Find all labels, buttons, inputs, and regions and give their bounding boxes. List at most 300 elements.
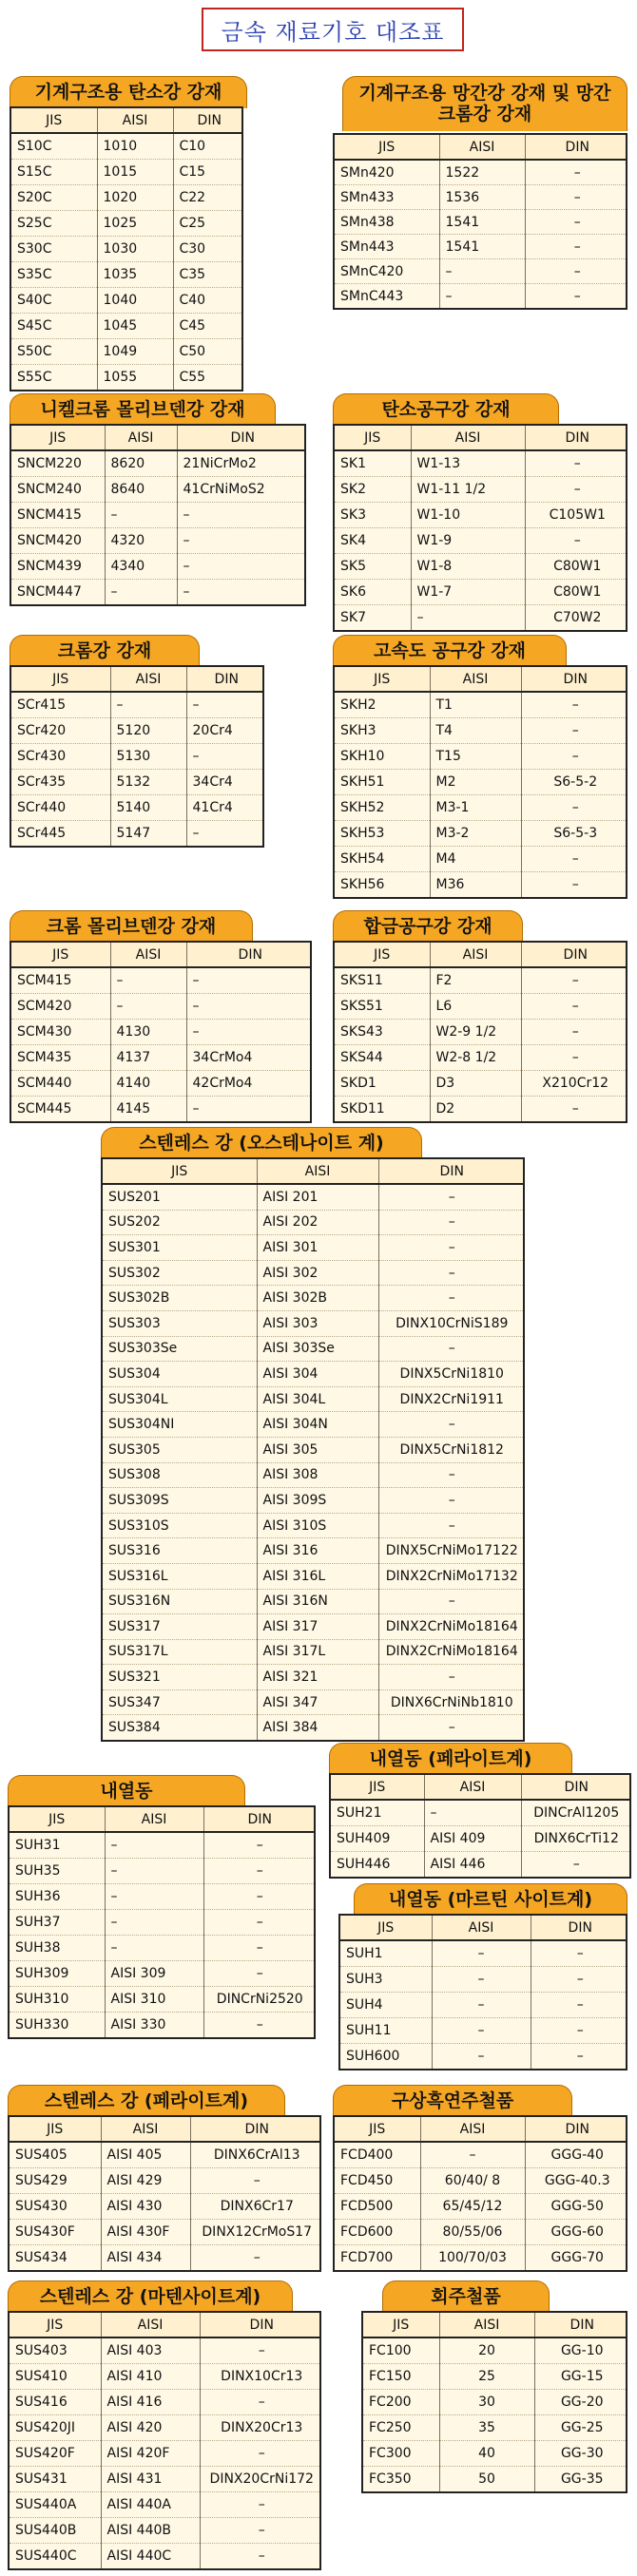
table-cell: – — [525, 235, 627, 259]
table-cell: AISI 309 — [105, 1961, 203, 1987]
table-cell: FCD400 — [335, 2142, 420, 2168]
table-cell: W1-10 — [411, 503, 525, 528]
table-cell: SUH31 — [10, 1832, 105, 1859]
column-header: DIN — [190, 2117, 321, 2142]
table-cell: 4130 — [110, 1020, 186, 1045]
table-row — [331, 1826, 631, 1852]
table-cell: SUS310S — [103, 1513, 257, 1538]
table-cell: AISI 310S — [257, 1513, 378, 1538]
table-cell: – — [105, 1832, 203, 1859]
table-cell: AISI 202 — [257, 1210, 378, 1235]
table-row — [11, 365, 243, 391]
table-cell: – — [203, 1910, 316, 1936]
table-cell: DINX10Cr13 — [200, 2364, 321, 2390]
table-row — [103, 1563, 525, 1589]
table-cell: DINX5CrNiMo17122 — [378, 1538, 525, 1564]
table-cell: – — [105, 1910, 203, 1936]
table-row — [10, 2415, 321, 2441]
column-header: JIS — [335, 426, 411, 450]
table-cell: S20C — [11, 185, 97, 211]
table-row — [340, 2044, 627, 2070]
table-row — [363, 2415, 627, 2441]
table-cell: W1-7 — [411, 580, 525, 605]
table-cell: SUS201 — [103, 1184, 257, 1210]
table-cell: AISI 434 — [101, 2245, 190, 2271]
table-cell: – — [378, 1184, 525, 1210]
table-cell: FCD500 — [335, 2194, 420, 2220]
table-cell: AISI 302 — [257, 1260, 378, 1286]
table-cell: – — [203, 1936, 316, 1961]
table-cell: 1025 — [97, 211, 173, 237]
table-row — [335, 718, 627, 744]
table-cell: – — [521, 718, 627, 744]
table-cell: – — [200, 2337, 321, 2364]
table-cell: S15C — [11, 160, 97, 185]
table-cell: 1045 — [97, 314, 173, 339]
table-cell: 100/70/03 — [420, 2245, 525, 2271]
table-cell: SCr430 — [11, 744, 110, 770]
table-cell: SNCM240 — [11, 477, 105, 503]
table-cell: GG-25 — [534, 2415, 627, 2441]
table-row — [340, 1993, 627, 2018]
table-cell: SKH10 — [335, 744, 430, 770]
table-cell: 5147 — [110, 821, 186, 847]
table-row — [335, 185, 627, 210]
table-cell: SK5 — [335, 554, 411, 580]
table-cell: DINCrNi2520 — [203, 1987, 316, 2013]
table-cell: SUH38 — [10, 1936, 105, 1961]
table-cell: S40C — [11, 288, 97, 314]
header-row — [10, 2117, 321, 2142]
data-table — [10, 2313, 321, 2568]
table-cell: – — [192, 1101, 200, 1116]
table-cell: – — [531, 1940, 627, 1967]
table-row — [335, 2194, 627, 2220]
manganese-steel-title: 기계구조용 망간강 강재 및 망간크롬강 강재 — [342, 76, 627, 131]
table-cell: AISI 410 — [101, 2364, 200, 2390]
table-cell: M4 — [430, 847, 521, 872]
table-cell: SNCM439 — [11, 554, 105, 580]
table-row — [11, 718, 264, 744]
table-cell: – — [420, 2142, 525, 2168]
table-cell: 1015 — [97, 160, 173, 185]
table-cell: – — [439, 259, 525, 284]
table-cell: – — [521, 692, 627, 718]
table-cell: GGG-40 — [525, 2142, 627, 2168]
header-row — [331, 1775, 631, 1800]
table-cell: M36 — [430, 872, 521, 898]
table-cell: GGG-70 — [550, 2250, 604, 2265]
table-row — [10, 1910, 316, 1936]
heat-resist-title: 내열동 — [8, 1775, 245, 1807]
table-cell: AISI 446 — [424, 1852, 521, 1878]
table-cell: – — [378, 1665, 525, 1690]
table-cell: SMn433 — [335, 185, 439, 210]
table-cell: SUS431 — [10, 2467, 101, 2492]
column-header: AISI — [110, 943, 186, 967]
table-cell: – — [432, 1993, 531, 2018]
table-cell: SUH21 — [331, 1800, 424, 1826]
chrome-steel-title: 크롬강 강재 — [10, 635, 200, 667]
table-cell: C15 — [173, 160, 243, 185]
table-cell: AISI 201 — [257, 1184, 378, 1210]
table-cell: 1030 — [97, 237, 173, 262]
table-row — [11, 314, 243, 339]
table-cell: – — [521, 967, 627, 994]
table-cell: SCM445 — [11, 1097, 110, 1122]
table-row — [10, 1936, 316, 1961]
table-row — [103, 1210, 525, 1235]
table-cell: 1536 — [439, 185, 525, 210]
table-cell: C40 — [173, 288, 243, 314]
table-cell: 60/40/ 8 — [420, 2168, 525, 2194]
table-cell: 50 — [439, 2467, 534, 2492]
table-cell: DINX2CrNi1911 — [378, 1386, 525, 1412]
table-row — [11, 339, 243, 365]
table-cell: SMn420 — [335, 160, 439, 185]
column-header: AISI — [97, 108, 173, 133]
table-row — [10, 2220, 321, 2245]
table-cell: – — [571, 1101, 579, 1116]
table-cell: FCD600 — [335, 2220, 420, 2245]
ductile-iron-title: 구상흑연주철품 — [333, 2085, 572, 2117]
table-cell: 5130 — [110, 744, 186, 770]
table-cell: SUS303 — [103, 1310, 257, 1336]
table-cell: W1-11 1/2 — [411, 477, 525, 503]
header-row — [10, 1807, 316, 1832]
table-cell: – — [572, 1857, 580, 1872]
column-header: JIS — [10, 2313, 101, 2337]
table-cell: FC300 — [363, 2441, 439, 2467]
table-cell: SUS416 — [10, 2390, 101, 2415]
table-cell: 25 — [439, 2364, 534, 2390]
table-cell: AISI 420F — [101, 2441, 200, 2467]
table-row — [335, 1097, 627, 1122]
table-row — [103, 1689, 525, 1715]
column-header: AISI — [105, 1807, 203, 1832]
table-cell: SUS202 — [103, 1210, 257, 1235]
table-cell: SUH35 — [10, 1859, 105, 1884]
table-row — [335, 795, 627, 821]
data-table — [11, 108, 243, 390]
table-cell: SCr415 — [11, 692, 110, 718]
table-row — [11, 744, 264, 770]
column-header: JIS — [335, 2117, 420, 2142]
column-header: AISI — [101, 2117, 190, 2142]
data-table — [340, 1916, 627, 2069]
table-cell: SUS305 — [103, 1437, 257, 1462]
table-cell: SMn443 — [335, 235, 439, 259]
column-header: DIN — [203, 1807, 316, 1832]
table-cell: SK1 — [335, 450, 411, 477]
data-table — [11, 943, 312, 1121]
table-row — [11, 477, 306, 503]
column-header: DIN — [186, 943, 312, 967]
table-cell: AISI 420 — [101, 2415, 200, 2441]
table-row — [103, 1589, 525, 1614]
table-cell: SUH600 — [340, 2044, 432, 2070]
table-cell: GGG-40.3 — [525, 2168, 627, 2194]
table-cell: C35 — [173, 262, 243, 288]
table-row — [335, 528, 627, 554]
table-cell: M3-1 — [430, 795, 521, 821]
table-cell: AISI 409 — [424, 1826, 521, 1852]
column-header: AISI — [432, 1916, 531, 1940]
table-cell: SUS403 — [10, 2337, 101, 2364]
table-cell: – — [177, 503, 306, 528]
table-cell: S35C — [11, 262, 97, 288]
table-cell: SKD1 — [335, 1071, 430, 1097]
table-cell: 4137 — [110, 1045, 186, 1071]
table-cell: W2-8 1/2 — [430, 1045, 521, 1071]
table-cell: SUS304L — [103, 1386, 257, 1412]
table-cell: FC150 — [363, 2364, 439, 2390]
column-header: DIN — [525, 426, 627, 450]
heat-resist-ferritic-title: 내열동 (페라이트계) — [329, 1743, 572, 1775]
header-row — [11, 108, 243, 133]
table-cell: – — [110, 967, 186, 994]
table-cell: SK6 — [335, 580, 411, 605]
table-cell: – — [186, 967, 312, 994]
column-header: DIN — [521, 1775, 631, 1800]
header-row — [340, 1916, 627, 1940]
table-cell: SKS44 — [335, 1045, 430, 1071]
table-cell: SUH3 — [340, 1967, 432, 1993]
table-cell: – — [378, 1286, 525, 1311]
table-cell: 1541 — [439, 210, 525, 235]
table-cell: SUH1 — [340, 1940, 432, 1967]
table-cell: SUH309 — [10, 1961, 105, 1987]
header-row — [10, 2313, 321, 2337]
table-cell: AISI 310 — [105, 1987, 203, 2013]
table-row — [10, 2142, 321, 2168]
table-row — [11, 237, 243, 262]
chrome-moly-title: 크롬 몰리브덴강 강재 — [10, 910, 253, 943]
table-row — [11, 994, 312, 1020]
column-header: DIN — [173, 108, 243, 133]
column-header: JIS — [335, 667, 430, 692]
table-cell: SKH52 — [335, 795, 430, 821]
table-cell: – — [110, 692, 186, 718]
table-cell: S6-5-3 — [521, 821, 627, 847]
table-row — [10, 2441, 321, 2467]
table-cell: – — [432, 1940, 531, 1967]
table-cell: AISI 305 — [257, 1437, 378, 1462]
table-row — [10, 2492, 321, 2518]
table-row — [331, 1852, 631, 1878]
table-cell: 34Cr4 — [186, 770, 264, 795]
table-cell: FCD450 — [335, 2168, 420, 2194]
heat-resist-martensitic-title: 내열동 (마르틴 사이트계) — [354, 1883, 627, 1916]
nickel-chrome-moly-title: 니켈크롬 몰리브덴강 강재 — [10, 393, 276, 426]
header-row — [11, 667, 264, 692]
table-cell: SUS317 — [103, 1614, 257, 1640]
header-row — [363, 2313, 627, 2337]
data-table — [335, 2117, 627, 2270]
table-cell: – — [432, 1967, 531, 1993]
table-cell: 20Cr4 — [186, 718, 264, 744]
table-row — [335, 821, 627, 847]
table-cell: C80W1 — [525, 554, 627, 580]
table-cell: – — [203, 1832, 316, 1859]
table-cell: C22 — [173, 185, 243, 211]
table-cell: GG-30 — [534, 2441, 627, 2467]
table-cell: 80/55/06 — [420, 2220, 525, 2245]
data-table — [335, 667, 627, 897]
table-row — [331, 1800, 631, 1826]
table-cell: SUS430F — [10, 2220, 101, 2245]
table-cell: DINX12CrMoS17 — [190, 2220, 321, 2245]
table-cell: – — [531, 2018, 627, 2044]
table-row — [335, 770, 627, 795]
table-row — [10, 2168, 321, 2194]
table-cell: – — [521, 1045, 627, 1071]
table-row — [11, 211, 243, 237]
table-cell: M3-2 — [430, 821, 521, 847]
data-table — [335, 426, 627, 630]
table-cell: SUH36 — [10, 1884, 105, 1910]
table-cell: – — [525, 185, 627, 210]
table-cell: T15 — [430, 744, 521, 770]
table-row — [335, 160, 627, 185]
table-row — [335, 284, 627, 309]
table-cell: – — [571, 877, 579, 892]
table-cell: – — [190, 2168, 321, 2194]
table-row — [335, 235, 627, 259]
table-cell: SUS308 — [103, 1462, 257, 1488]
data-table — [11, 426, 306, 604]
table-cell: – — [203, 1884, 316, 1910]
table-cell: 41Cr4 — [186, 795, 264, 821]
table-row — [10, 1987, 316, 2013]
table-row — [335, 605, 627, 631]
table-row — [103, 1386, 525, 1412]
table-cell: 1020 — [97, 185, 173, 211]
table-cell: DINX5CrNi1810 — [378, 1362, 525, 1387]
table-cell: SKH2 — [335, 692, 430, 718]
table-cell: SUS420F — [10, 2441, 101, 2467]
table-cell: – — [378, 1412, 525, 1438]
table-cell: AISI 316N — [257, 1589, 378, 1614]
table-cell: SUS301 — [103, 1235, 257, 1261]
table-cell: SKH56 — [335, 872, 430, 898]
column-header: AISI — [101, 2313, 200, 2337]
table-cell: – — [525, 210, 627, 235]
table-row — [10, 2544, 321, 2569]
column-header: DIN — [531, 1916, 627, 1940]
table-cell: GGG-60 — [525, 2220, 627, 2245]
table-cell: 4320 — [105, 528, 177, 554]
table-cell: 1055 — [97, 365, 173, 391]
table-cell: SK2 — [335, 477, 411, 503]
table-cell: SKH51 — [335, 770, 430, 795]
table-cell: – — [200, 2441, 321, 2467]
table-cell: – — [378, 1513, 525, 1538]
table-row — [11, 160, 243, 185]
table-cell: – — [253, 2250, 261, 2265]
data-table — [11, 667, 264, 846]
table-cell: AISI 431 — [101, 2467, 200, 2492]
table-cell: SUS440C — [10, 2544, 101, 2569]
table-row — [103, 1462, 525, 1488]
table-cell: SKS11 — [335, 967, 430, 994]
column-header: AISI — [420, 2117, 525, 2142]
table-row — [340, 2018, 627, 2044]
table-row — [103, 1437, 525, 1462]
column-header: JIS — [11, 108, 97, 133]
table-cell: AISI 416 — [101, 2390, 200, 2415]
table-row — [11, 1097, 312, 1122]
table-cell: – — [432, 2044, 531, 2070]
table-cell: – — [521, 847, 627, 872]
table-cell: SUS316N — [103, 1589, 257, 1614]
table-row — [103, 1488, 525, 1514]
table-row — [11, 133, 243, 160]
table-cell: – — [521, 1020, 627, 1045]
table-cell: – — [378, 1235, 525, 1261]
table-row — [335, 2168, 627, 2194]
column-header: AISI — [411, 426, 525, 450]
data-table — [10, 2117, 321, 2270]
column-header: JIS — [11, 943, 110, 967]
table-cell: – — [105, 1884, 203, 1910]
table-row — [11, 503, 306, 528]
column-header: JIS — [335, 135, 439, 160]
table-cell: SUS316L — [103, 1563, 257, 1589]
table-cell: AISI 430 — [101, 2194, 190, 2220]
table-row — [11, 528, 306, 554]
table-cell: SKH54 — [335, 847, 430, 872]
table-row — [335, 967, 627, 994]
table-cell: C25 — [173, 211, 243, 237]
table-cell: T4 — [430, 718, 521, 744]
column-header: AISI — [257, 1159, 378, 1184]
table-row — [335, 847, 627, 872]
table-cell: GG-15 — [534, 2364, 627, 2390]
table-row — [11, 288, 243, 314]
column-header: DIN — [521, 943, 627, 967]
table-cell: – — [258, 2548, 265, 2564]
table-cell: GGG-50 — [525, 2194, 627, 2220]
table-cell: SMnC443 — [335, 284, 439, 309]
alloy-tool-title: 합금공구강 강재 — [333, 910, 523, 943]
table-row — [335, 554, 627, 580]
table-cell: – — [200, 2518, 321, 2544]
table-row — [103, 1513, 525, 1538]
column-header: AISI — [439, 135, 525, 160]
table-row — [10, 2518, 321, 2544]
table-cell: – — [439, 284, 525, 309]
table-cell: C105W1 — [525, 503, 627, 528]
table-row — [103, 1235, 525, 1261]
table-cell: GG-35 — [560, 2471, 604, 2487]
column-header: JIS — [340, 1916, 432, 1940]
table-cell: SK3 — [335, 503, 411, 528]
column-header: JIS — [11, 426, 105, 450]
table-cell: – — [177, 528, 306, 554]
table-cell: – — [105, 1936, 203, 1961]
table-row — [335, 580, 627, 605]
table-cell: 5140 — [110, 795, 186, 821]
table-cell: GG-20 — [534, 2390, 627, 2415]
column-header: AISI — [430, 943, 521, 967]
stainless-austenitic-title: 스텐레스 강 (오스테나이트 계) — [101, 1127, 422, 1159]
table-cell: SUS347 — [103, 1689, 257, 1715]
column-header: DIN — [534, 2313, 627, 2337]
table-cell: – — [378, 1260, 525, 1286]
table-cell: SUS430 — [10, 2194, 101, 2220]
table-cell: AISI 330 — [105, 2013, 203, 2038]
